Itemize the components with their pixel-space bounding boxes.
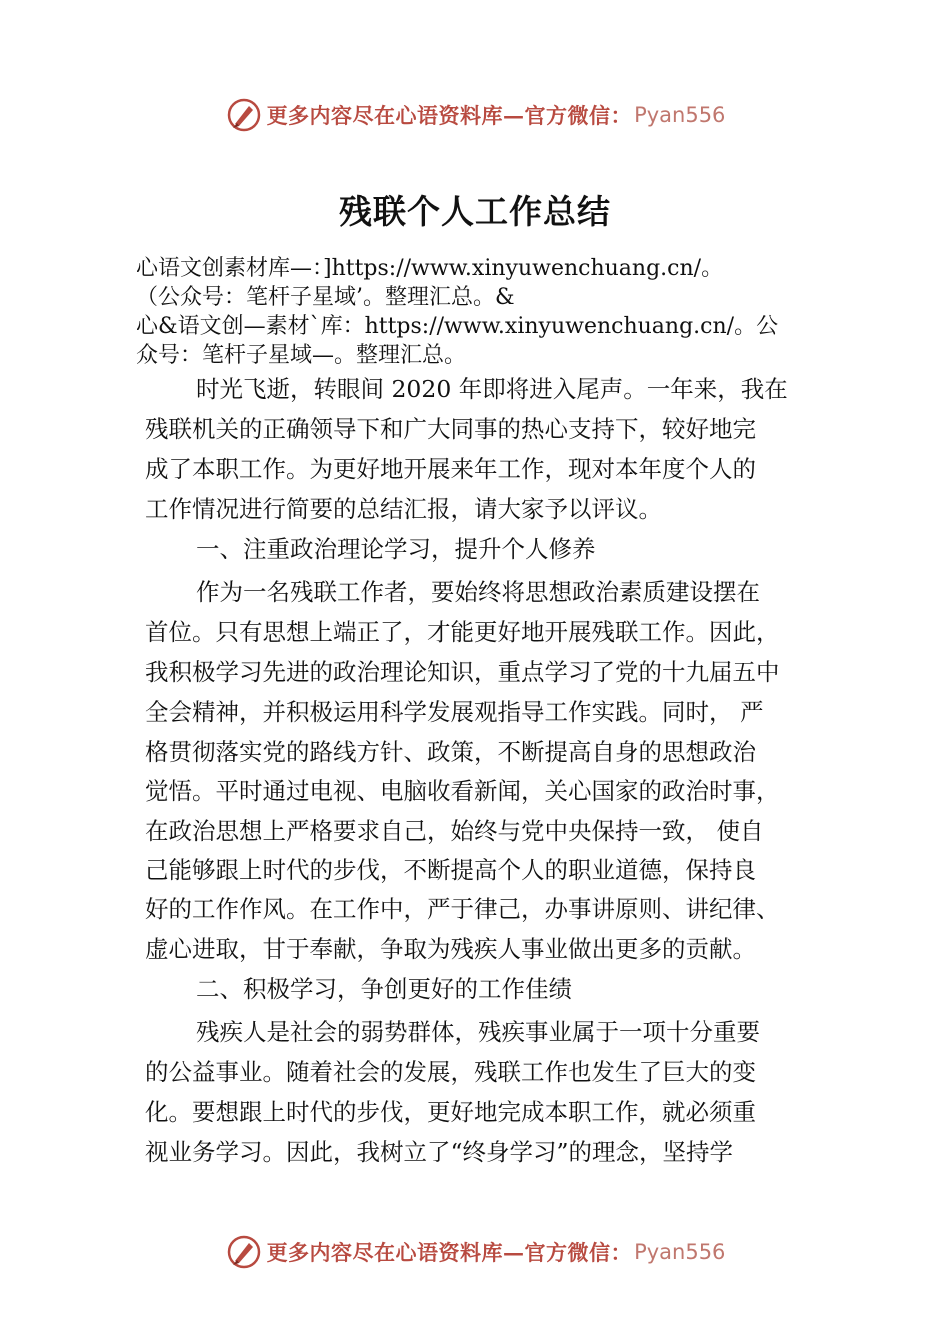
paragraph-line: 格贯彻落实党的路线方针、政策，不断提高自身的思想政治: [145, 738, 756, 766]
paragraph-line: 己能够跟上时代的步伐，不断提高个人的职业道德，保持良: [145, 856, 756, 884]
paragraph-line: 残联机关的正确领导下和广大同事的热心支持下，较好地完: [145, 415, 756, 443]
paragraph-line: 时光飞逝，转眼间 2020 年即将进入尾声。一年来，我在: [196, 375, 788, 403]
banner-wechat-id: Pyan556: [634, 1240, 726, 1264]
paragraph-line: 我积极学习先进的政治理论知识，重点学习了党的十九届五中: [145, 658, 780, 686]
header-banner: [0, 95, 950, 135]
pen-logo-icon: [225, 96, 263, 134]
paragraph-line: 觉悟。平时通过电视、电脑收看新闻，关心国家的政治时事，: [145, 777, 780, 805]
paragraph-line: 残疾人是社会的弱势群体，残疾事业属于一项十分重要: [196, 1018, 760, 1046]
paragraph-line: 视业务学习。因此，我树立了“终身学习”的理念，坚持学: [145, 1138, 734, 1166]
paragraph-line: 全会精神，并积极运用科学发展观指导工作实践。同时， 严: [145, 698, 764, 726]
section-heading: 一、注重政治理论学习，提升个人修养: [196, 535, 596, 563]
paragraph-line: 化。要想跟上时代的步伐，更好地完成本职工作，就必须重: [145, 1098, 756, 1126]
paragraph-line: 虚心进取，甘于奉献，争取为残疾人事业做出更多的贡献。: [145, 935, 756, 963]
source-line: 众号：笔杆子星域—。整理汇总。: [136, 343, 467, 368]
paragraph-line: 作为一名残联工作者，要始终将思想政治素质建设摆在: [196, 578, 760, 606]
footer-banner: [0, 1232, 950, 1272]
paragraph-line: 的公益事业。随着社会的发展，残联工作也发生了巨大的变: [145, 1058, 756, 1086]
paragraph-line: 成了本职工作。为更好地开展来年工作，现对本年度个人的: [145, 455, 756, 483]
banner-text: 更多内容尽在心语资料库—官方微信：: [266, 1240, 633, 1265]
document-title: 残联个人工作总结: [339, 192, 611, 231]
section-heading: 二、积极学习，争创更好的工作佳绩: [196, 975, 572, 1003]
source-line: （公众号：笔杆子星域’。整理汇总。&: [136, 285, 515, 310]
paragraph-line: 在政治思想上严格要求自己，始终与党中央保持一致， 使自: [145, 817, 764, 845]
paragraph-line: 工作情况进行简要的总结汇报，请大家予以评议。: [145, 495, 662, 523]
paragraph-line: 首位。只有思想上端正了，才能更好地开展残联工作。因此，: [145, 618, 780, 646]
pen-logo-icon: [225, 1233, 263, 1271]
source-line: 心语文创素材库—：]https://www.xinyuwenchuang.cn/。: [136, 256, 724, 281]
source-line: 心&语文创—素材`库：https://www.xinyuwenchuang.cn/。公: [136, 314, 779, 339]
banner-wechat-id: Pyan556: [634, 103, 726, 127]
paragraph-line: 好的工作作风。在工作中，严于律己，办事讲原则、讲纪律、: [145, 895, 780, 923]
banner-text: 更多内容尽在心语资料库—官方微信：: [266, 103, 633, 128]
